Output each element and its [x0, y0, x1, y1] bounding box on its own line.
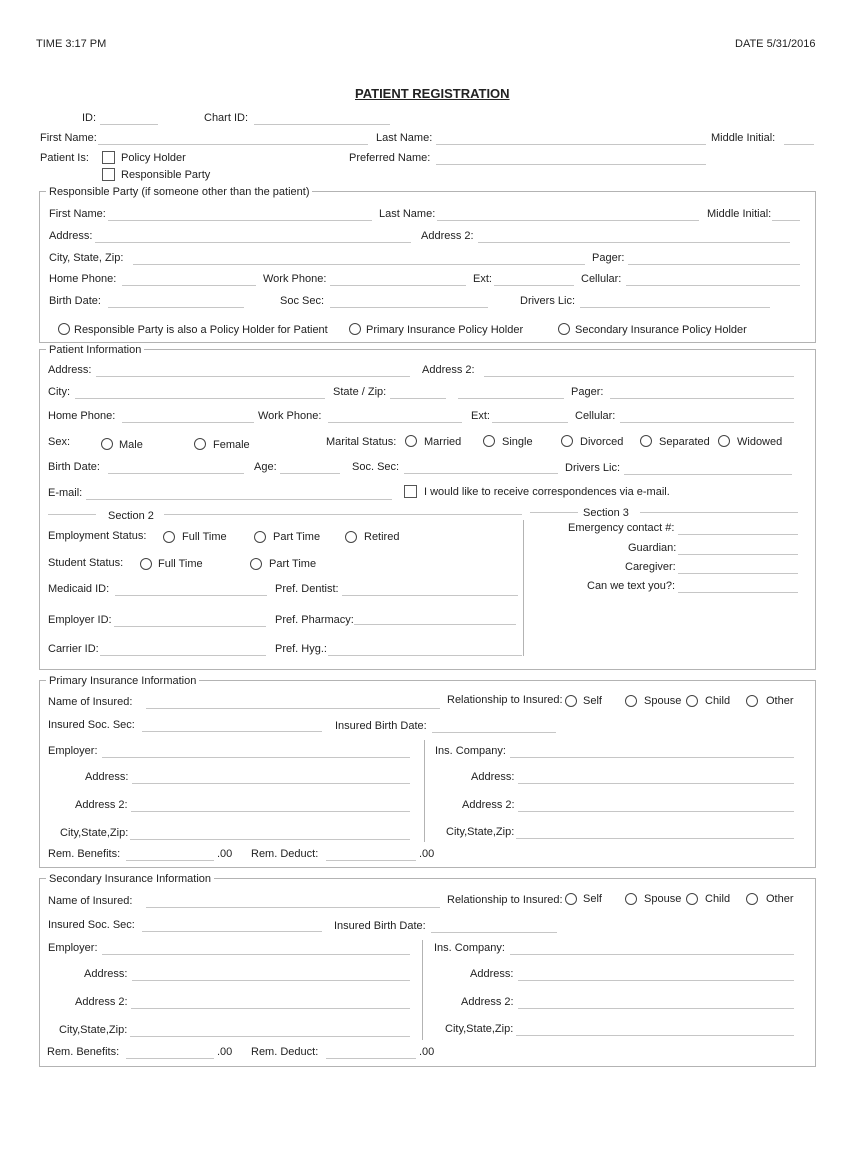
pi-company-field[interactable] — [510, 757, 794, 758]
rp-city-label: City, State, Zip: — [49, 252, 124, 264]
responsible-party-checkbox[interactable] — [102, 168, 115, 181]
si-employer-address2-field[interactable] — [131, 1008, 410, 1009]
email-consent-label: I would like to receive correspondences via e-mail. — [424, 486, 670, 498]
rp-address-label: Address: — [49, 230, 93, 242]
middle-initial-field[interactable] — [784, 144, 814, 145]
si-deduct-field[interactable] — [326, 1058, 416, 1059]
single-label: Single — [502, 436, 533, 448]
pt-ext-label: Ext: — [471, 410, 490, 422]
pt-age-field[interactable] — [280, 473, 340, 474]
marital-status-label: Marital Status: — [326, 436, 397, 448]
female-radio[interactable] — [194, 438, 206, 450]
si-name-field[interactable] — [146, 907, 440, 908]
rp-ext-label: Ext: — [473, 273, 492, 285]
pi-employer-city-field[interactable] — [130, 839, 410, 840]
employment-retired-label: Retired — [364, 531, 400, 543]
rp-secondary-holder-label: Secondary Insurance Policy Holder — [575, 324, 747, 336]
rp-address-field[interactable] — [95, 242, 411, 243]
si-employer-address-field[interactable] — [132, 980, 410, 981]
si-employer-city-label: City,State,Zip: — [59, 1024, 128, 1036]
pt-work-phone-field[interactable] — [328, 422, 462, 423]
pi-other-radio[interactable] — [746, 695, 758, 707]
rp-work-phone-field[interactable] — [330, 285, 466, 286]
pref-hyg-label: Pref. Hyg.: — [275, 643, 327, 655]
pi-benefits-field[interactable] — [126, 860, 214, 861]
pt-cellular-field[interactable] — [620, 422, 794, 423]
si-soc-sec-field[interactable] — [142, 931, 322, 932]
pi-company-address2-field[interactable] — [518, 811, 794, 812]
si-name-label: Name of Insured: — [48, 895, 133, 907]
si-child-radio[interactable] — [686, 893, 698, 905]
id-field[interactable] — [100, 124, 158, 125]
pt-drivers-lic-field[interactable] — [624, 474, 792, 475]
primary-insurance-legend: Primary Insurance Information — [46, 675, 199, 688]
page-title: PATIENT REGISTRATION — [355, 86, 510, 101]
si-company-address-field[interactable] — [518, 980, 794, 981]
pt-state-field[interactable] — [390, 398, 446, 399]
caregiver-field[interactable] — [678, 573, 798, 574]
date-text: DATE 5/31/2016 — [735, 38, 816, 50]
si-benefits-label: Rem. Benefits: — [47, 1046, 120, 1058]
si-company-city-field[interactable] — [516, 1035, 794, 1036]
pi-child-radio[interactable] — [686, 695, 698, 707]
rp-work-phone-label: Work Phone: — [263, 273, 327, 285]
pt-state-zip-label: State / Zip: — [333, 386, 387, 398]
si-company-city-label: City,State,Zip: — [445, 1023, 514, 1035]
rp-home-phone-field[interactable] — [122, 285, 256, 286]
si-self-radio[interactable] — [565, 893, 577, 905]
widowed-radio[interactable] — [718, 435, 730, 447]
patient-is-label: Patient Is: — [40, 152, 89, 164]
si-company-address2-field[interactable] — [518, 1008, 794, 1009]
pref-pharmacy-field[interactable] — [354, 624, 516, 625]
si-deduct-label: Rem. Deduct: — [251, 1046, 319, 1058]
si-company-address2-label: Address 2: — [461, 996, 514, 1008]
si-benefits-cents: .00 — [217, 1046, 233, 1058]
can-text-label: Can we text you?: — [587, 580, 676, 592]
guardian-label: Guardian: — [628, 542, 677, 554]
student-part-time-radio[interactable] — [250, 558, 262, 570]
pi-employer-address2-label: Address 2: — [75, 799, 128, 811]
pi-company-address-label: Address: — [471, 771, 515, 783]
pi-column-divider — [424, 740, 425, 842]
guardian-field[interactable] — [678, 554, 798, 555]
pt-cellular-label: Cellular: — [575, 410, 616, 422]
si-company-field[interactable] — [510, 954, 794, 955]
pi-employer-city-label: City,State,Zip: — [60, 827, 129, 839]
pref-dentist-label: Pref. Dentist: — [275, 583, 339, 595]
patient-info-legend: Patient Information — [46, 344, 144, 357]
rp-middle-initial-label: Middle Initial: — [707, 208, 772, 220]
rp-first-name-label: First Name: — [49, 208, 106, 220]
employment-full-time-radio[interactable] — [163, 531, 175, 543]
pt-sex-label: Sex: — [48, 436, 71, 448]
pref-pharmacy-label: Pref. Pharmacy: — [275, 614, 354, 626]
rp-last-name-field[interactable] — [437, 220, 699, 221]
student-part-time-label: Part Time — [269, 558, 317, 570]
rp-primary-holder-label: Primary Insurance Policy Holder — [366, 324, 524, 336]
si-birth-date-field[interactable] — [431, 932, 557, 933]
section3-rule-left — [530, 512, 578, 513]
chart-id-label: Chart ID: — [204, 112, 249, 124]
carrier-id-label: Carrier ID: — [48, 643, 99, 655]
rp-address2-label: Address 2: — [421, 230, 474, 242]
rp-first-name-field[interactable] — [108, 220, 372, 221]
rp-birth-date-label: Birth Date: — [49, 295, 101, 307]
si-employer-label: Employer: — [48, 942, 98, 954]
responsible-party-label: Responsible Party — [121, 169, 211, 181]
pi-child-label: Child — [705, 695, 731, 707]
pt-zip-field[interactable] — [458, 398, 564, 399]
employer-id-field[interactable] — [114, 626, 266, 627]
medicaid-id-label: Medicaid ID: — [48, 583, 110, 595]
rp-secondary-holder-radio[interactable] — [558, 323, 570, 335]
si-birth-date-label: Insured Birth Date: — [334, 920, 426, 932]
employment-retired-radio[interactable] — [345, 531, 357, 543]
si-company-address-label: Address: — [470, 968, 514, 980]
rp-policy-holder-label: Responsible Party is also a Policy Holder for Patient — [74, 324, 328, 336]
pi-deduct-field[interactable] — [326, 860, 416, 861]
pi-spouse-radio[interactable] — [625, 695, 637, 707]
pi-company-city-label: City,State,Zip: — [446, 826, 515, 838]
rp-drivers-lic-label: Drivers Lic: — [520, 295, 576, 307]
last-name-label: Last Name: — [376, 132, 433, 144]
preferred-name-label: Preferred Name: — [349, 152, 431, 164]
pi-soc-sec-label: Insured Soc. Sec: — [48, 719, 135, 731]
si-spouse-label: Spouse — [644, 893, 682, 905]
si-spouse-radio[interactable] — [625, 893, 637, 905]
pt-soc-sec-label: Soc. Sec: — [352, 461, 400, 473]
caregiver-label: Caregiver: — [625, 561, 676, 573]
pt-email-label: E-mail: — [48, 487, 83, 499]
pi-other-label: Other — [766, 695, 794, 707]
rp-last-name-label: Last Name: — [379, 208, 436, 220]
employment-part-time-label: Part Time — [273, 531, 321, 543]
policy-holder-checkbox[interactable] — [102, 151, 115, 164]
pi-benefits-cents: .00 — [217, 848, 233, 860]
pi-deduct-label: Rem. Deduct: — [251, 848, 319, 860]
responsible-party-legend: Responsible Party (if someone other than the patient) — [46, 186, 312, 199]
pi-company-label: Ins. Company: — [435, 745, 506, 757]
divorced-label: Divorced — [580, 436, 624, 448]
rp-soc-sec-field[interactable] — [330, 307, 488, 308]
carrier-id-field[interactable] — [100, 655, 266, 656]
employment-full-time-label: Full Time — [182, 531, 227, 543]
pi-employer-label: Employer: — [48, 745, 98, 757]
middle-initial-label: Middle Initial: — [711, 132, 776, 144]
si-soc-sec-label: Insured Soc. Sec: — [48, 919, 135, 931]
policy-holder-label: Policy Holder — [121, 152, 186, 164]
rp-policy-holder-radio[interactable] — [58, 323, 70, 335]
can-text-field[interactable] — [678, 592, 798, 593]
rp-pager-label: Pager: — [592, 252, 625, 264]
si-deduct-cents: .00 — [419, 1046, 435, 1058]
pt-soc-sec-field[interactable] — [404, 473, 558, 474]
emergency-contact-field[interactable] — [678, 534, 798, 535]
pt-address2-label: Address 2: — [422, 364, 475, 376]
separated-radio[interactable] — [640, 435, 652, 447]
rp-soc-sec-label: Soc Sec: — [280, 295, 325, 307]
rp-drivers-lic-field[interactable] — [580, 307, 770, 308]
first-name-field[interactable] — [98, 144, 368, 145]
pref-dentist-field[interactable] — [342, 595, 518, 596]
email-consent-checkbox[interactable] — [404, 485, 417, 498]
pi-soc-sec-field[interactable] — [142, 731, 322, 732]
pt-home-phone-label: Home Phone: — [48, 410, 116, 422]
pt-city-field[interactable] — [75, 398, 325, 399]
rp-cellular-field[interactable] — [626, 285, 800, 286]
pi-employer-field[interactable] — [102, 757, 410, 758]
rp-home-phone-label: Home Phone: — [49, 273, 117, 285]
si-relationship-label: Relationship to Insured: — [447, 894, 563, 906]
divorced-radio[interactable] — [561, 435, 573, 447]
last-name-field[interactable] — [436, 144, 706, 145]
pi-spouse-label: Spouse — [644, 695, 682, 707]
employer-id-label: Employer ID: — [48, 614, 112, 626]
section3-rule-right — [640, 512, 798, 513]
pi-name-field[interactable] — [146, 708, 440, 709]
si-employer-address-label: Address: — [84, 968, 128, 980]
pt-ext-field[interactable] — [492, 422, 568, 423]
si-employer-address2-label: Address 2: — [75, 996, 128, 1008]
section-divider — [523, 520, 524, 656]
pi-company-address2-label: Address 2: — [462, 799, 515, 811]
rp-city-field[interactable] — [133, 264, 585, 265]
si-column-divider — [422, 940, 423, 1040]
rp-ext-field[interactable] — [494, 285, 574, 286]
si-company-label: Ins. Company: — [434, 942, 505, 954]
pi-benefits-label: Rem. Benefits: — [48, 848, 121, 860]
pi-name-label: Name of Insured: — [48, 696, 133, 708]
pref-hyg-field[interactable] — [328, 655, 522, 656]
si-child-label: Child — [705, 893, 731, 905]
male-radio[interactable] — [101, 438, 113, 450]
section2-rule-right — [164, 514, 522, 515]
rp-cellular-label: Cellular: — [581, 273, 622, 285]
pi-self-radio[interactable] — [565, 695, 577, 707]
si-self-label: Self — [583, 893, 602, 905]
section2-title: Section 2 — [108, 510, 154, 522]
pi-company-city-field[interactable] — [516, 838, 794, 839]
pt-pager-field[interactable] — [610, 398, 794, 399]
student-full-time-radio[interactable] — [140, 558, 152, 570]
si-employer-field[interactable] — [102, 954, 410, 955]
rp-primary-holder-radio[interactable] — [349, 323, 361, 335]
employment-part-time-radio[interactable] — [254, 531, 266, 543]
separated-label: Separated — [659, 436, 710, 448]
student-status-label: Student Status: — [48, 557, 124, 569]
rp-pager-field[interactable] — [628, 264, 800, 265]
pi-self-label: Self — [583, 695, 602, 707]
si-other-label: Other — [766, 893, 794, 905]
pt-pager-label: Pager: — [571, 386, 604, 398]
rp-middle-initial-field[interactable] — [772, 220, 800, 221]
pi-employer-address2-field[interactable] — [131, 811, 410, 812]
pt-address-label: Address: — [48, 364, 92, 376]
female-label: Female — [213, 439, 250, 451]
medicaid-id-field[interactable] — [115, 595, 267, 596]
pt-age-label: Age: — [254, 461, 277, 473]
first-name-label: First Name: — [40, 132, 97, 144]
pt-drivers-lic-label: Drivers Lic: — [565, 462, 621, 474]
pt-city-label: City: — [48, 386, 70, 398]
married-radio[interactable] — [405, 435, 417, 447]
pi-birth-date-label: Insured Birth Date: — [335, 720, 427, 732]
rp-address2-field[interactable] — [478, 242, 790, 243]
widowed-label: Widowed — [737, 436, 783, 448]
pi-employer-address-field[interactable] — [132, 783, 410, 784]
married-label: Married — [424, 436, 462, 448]
time-text: TIME 3:17 PM — [36, 38, 107, 50]
pi-relationship-label: Relationship to Insured: — [447, 694, 563, 706]
si-employer-city-field[interactable] — [130, 1036, 410, 1037]
male-label: Male — [119, 439, 143, 451]
pt-email-field[interactable] — [86, 499, 392, 500]
emergency-contact-label: Emergency contact #: — [568, 522, 675, 534]
pi-birth-date-field[interactable] — [432, 732, 556, 733]
student-full-time-label: Full Time — [158, 558, 203, 570]
pi-deduct-cents: .00 — [419, 848, 435, 860]
preferred-name-field[interactable] — [436, 164, 706, 165]
pt-home-phone-field[interactable] — [122, 422, 254, 423]
pi-employer-address-label: Address: — [85, 771, 129, 783]
pi-company-address-field[interactable] — [518, 783, 794, 784]
secondary-insurance-legend: Secondary Insurance Information — [46, 873, 214, 886]
pt-work-phone-label: Work Phone: — [258, 410, 322, 422]
pt-address-field[interactable] — [96, 376, 410, 377]
si-other-radio[interactable] — [746, 893, 758, 905]
si-benefits-field[interactable] — [126, 1058, 214, 1059]
pt-birth-date-field[interactable] — [108, 473, 244, 474]
rp-birth-date-field[interactable] — [108, 307, 244, 308]
section3-title: Section 3 — [583, 507, 629, 519]
section2-rule-left — [48, 514, 96, 515]
pt-address2-field[interactable] — [484, 376, 794, 377]
single-radio[interactable] — [483, 435, 495, 447]
chart-id-field[interactable] — [254, 124, 390, 125]
employment-status-label: Employment Status: — [48, 530, 147, 542]
pt-birth-date-label: Birth Date: — [48, 461, 100, 473]
id-label: ID: — [82, 112, 97, 124]
